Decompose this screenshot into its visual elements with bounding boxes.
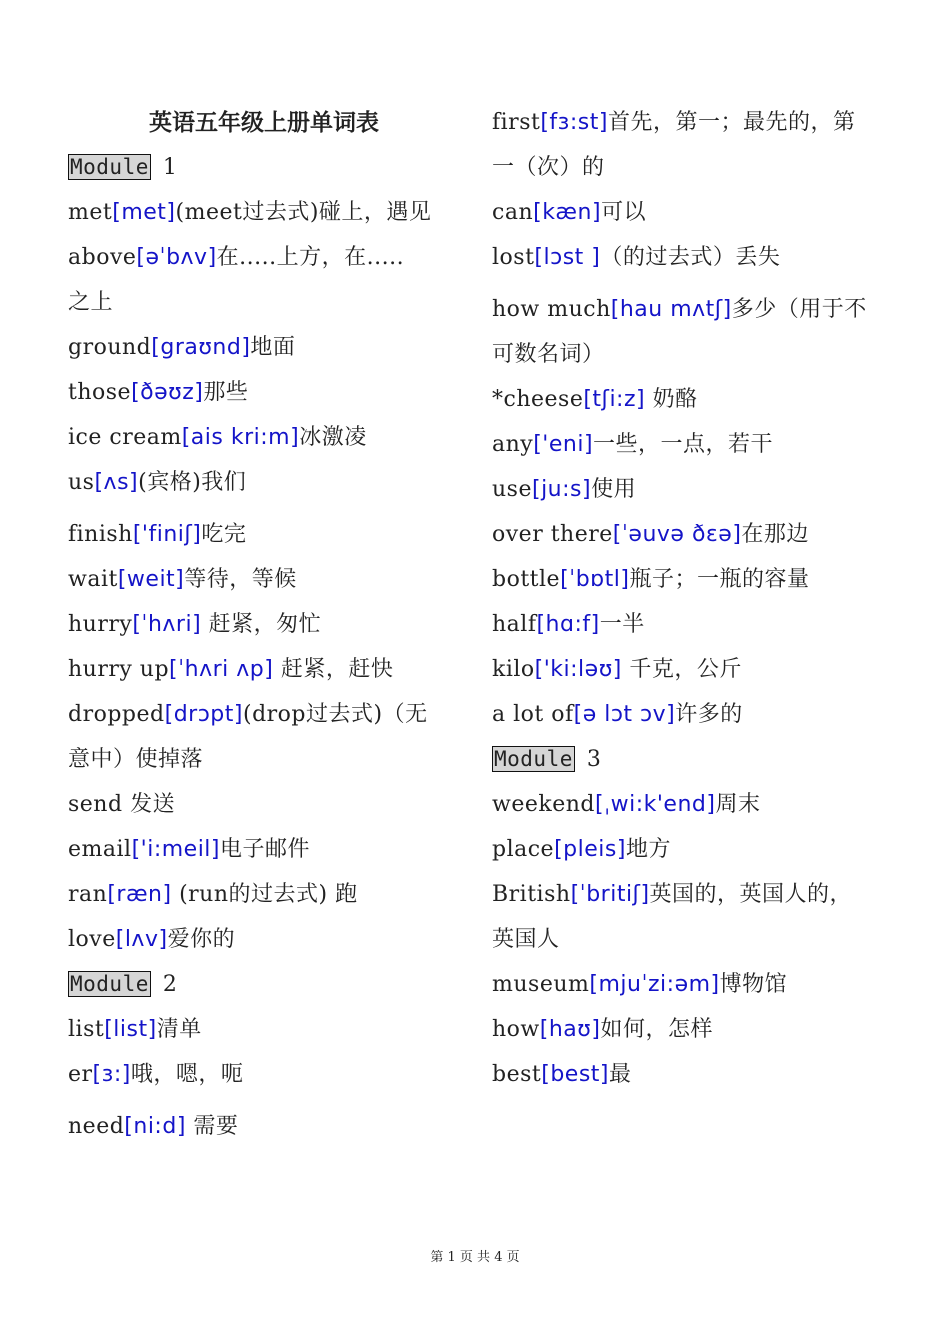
vocab-word: er — [68, 1062, 93, 1087]
vocab-phonetic: [tʃi:z] — [583, 387, 646, 412]
vocab-word: bottle — [492, 567, 561, 592]
module-number: 1 — [162, 155, 178, 180]
vocab-meaning: 可以 — [601, 200, 647, 225]
vocab-word: half — [492, 612, 537, 637]
vocab-word: weekend — [492, 792, 595, 817]
vocab-phonetic: [list] — [104, 1017, 157, 1042]
vocab-word: can — [492, 200, 534, 225]
page-title: 英语五年级上册单词表 — [149, 109, 379, 136]
vocab-word: love — [68, 927, 116, 952]
vocab-meaning: 在.....上方，在..... — [216, 245, 405, 270]
vocab-phonetic: [ə lɔt ɔv] — [573, 702, 676, 727]
vocab-word: finish — [68, 522, 133, 547]
vocab-meaning: (宾格)我们 — [138, 470, 247, 495]
vocab-meaning: 那些 — [203, 380, 249, 405]
vocab-entry — [68, 460, 468, 505]
vocab-phonetic: [ˈbɒtl] — [560, 567, 630, 592]
vocab-word: ice cream — [68, 425, 182, 450]
vocab-phonetic: [ni:d] — [124, 1114, 186, 1139]
vocab-entry — [492, 872, 892, 917]
vocab-entry — [68, 370, 468, 415]
vocab-meaning: 吃完 — [201, 522, 247, 547]
vocab-entry — [68, 557, 468, 602]
entry-continuation: 一（次）的 — [492, 155, 605, 180]
vocab-meaning: 等待，等候 — [184, 567, 297, 592]
vocab-phonetic: [graʊnd] — [151, 335, 251, 360]
vocab-entry — [68, 1052, 468, 1097]
vocab-entry — [492, 422, 892, 467]
vocab-meaning: 需要 — [185, 1114, 239, 1139]
vocab-entry — [492, 377, 892, 422]
vocab-word: hurry — [68, 612, 133, 637]
module-label: Module — [70, 972, 149, 996]
vocab-meaning: 发送 — [130, 792, 176, 817]
vocab-word: send — [68, 792, 131, 817]
module-heading — [68, 962, 468, 1007]
vocab-entry — [68, 235, 468, 280]
vocab-meaning: 在那边 — [741, 522, 809, 547]
vocab-word: us — [68, 470, 95, 495]
vocab-meaning: 博物馆 — [719, 972, 788, 997]
vocab-phonetic: [ais kri:m] — [181, 425, 300, 450]
vocab-phonetic: [kæn] — [533, 200, 602, 225]
vocab-entry — [492, 100, 892, 145]
vocab-meaning: 爱你的 — [167, 927, 236, 952]
vocab-meaning: 地方 — [625, 837, 671, 862]
vocab-word: above — [68, 245, 137, 270]
vocab-entry — [68, 602, 468, 647]
vocab-phonetic: [mjuˈzi:əm] — [589, 972, 720, 997]
vocab-entry — [68, 512, 468, 557]
vocab-word: first — [492, 110, 541, 135]
vocab-phonetic: ['finiʃ] — [132, 522, 202, 547]
vocab-entry — [492, 692, 892, 737]
vocab-phonetic: [hɑ:f] — [536, 612, 600, 637]
vocab-entry — [492, 235, 892, 280]
vocab-phonetic: [met] — [112, 200, 176, 225]
vocab-word: met — [68, 200, 113, 225]
vocab-word: dropped — [68, 702, 165, 727]
vocab-meaning: 赶紧，赶快 — [273, 657, 394, 682]
vocab-phonetic: ['ki:ləʊ] — [534, 657, 622, 682]
module-heading — [492, 737, 892, 782]
vocab-entry — [492, 782, 892, 827]
vocab-word: need — [68, 1114, 125, 1139]
vocab-meaning: 奶酪 — [645, 387, 698, 412]
vocab-word: place — [492, 837, 555, 862]
vocab-phonetic: [ˈbritiʃ] — [570, 882, 650, 907]
vocab-meaning: 一半 — [599, 612, 645, 637]
vocab-meaning: (run的过去式) 跑 — [171, 882, 358, 907]
vocab-word: hurry up — [68, 657, 170, 682]
vocab-word: those — [68, 380, 132, 405]
module-label: Module — [70, 155, 149, 179]
vocab-meaning: 哦，嗯，呃 — [130, 1062, 244, 1087]
vocab-phonetic: [ˌwi:k'end] — [594, 792, 716, 817]
vocab-meaning: 许多的 — [675, 702, 743, 727]
vocab-word: how much — [492, 297, 611, 322]
vocab-entry — [492, 287, 892, 332]
vocab-meaning: 千克，公斤 — [621, 657, 742, 682]
vocab-phonetic: [drɔpt] — [164, 702, 243, 727]
entry-continuation: 之上 — [68, 290, 114, 315]
vocab-meaning: 英国的，英国人的， — [649, 882, 853, 907]
vocab-meaning: 周末 — [715, 792, 761, 817]
vocab-entry — [68, 917, 468, 962]
vocab-phonetic: ['eni] — [533, 432, 594, 457]
vocab-word: museum — [492, 972, 590, 997]
vocab-phonetic: [ˈhʌri] — [132, 612, 202, 637]
vocab-word: ran — [68, 882, 108, 907]
vocab-word: *cheese — [492, 387, 584, 412]
vocab-entry — [492, 1052, 892, 1097]
entry-continuation: 可数名词） — [492, 342, 605, 367]
vocab-meaning: (drop过去式)（无 — [242, 702, 428, 727]
vocab-meaning: 瓶子；一瓶的容量 — [629, 567, 810, 592]
vocab-meaning: 使用 — [591, 477, 637, 502]
vocab-entry — [492, 602, 892, 647]
vocab-entry — [68, 872, 468, 917]
vocab-entry — [68, 827, 468, 872]
vocab-phonetic: [lɔst ] — [534, 245, 601, 270]
vocab-entry — [68, 1007, 468, 1052]
vocab-word: best — [492, 1062, 542, 1087]
vocab-entry — [68, 692, 468, 737]
vocab-entry — [492, 827, 892, 872]
vocab-word: any — [492, 432, 534, 457]
vocab-meaning: 地面 — [250, 335, 296, 360]
right-column — [492, 100, 892, 1097]
vocab-entry — [492, 647, 892, 692]
module-heading — [68, 145, 468, 190]
vocab-entry — [68, 647, 468, 692]
vocab-phonetic: [ðəʊz] — [131, 380, 204, 405]
vocab-entry — [68, 415, 468, 460]
vocab-entry — [492, 1007, 892, 1052]
vocab-word: a lot of — [492, 702, 574, 727]
vocab-phonetic: [ˈəuvə ðɛə] — [612, 522, 742, 547]
vocab-word: how — [492, 1017, 540, 1042]
vocab-phonetic: [ˈhʌri ʌp] — [169, 657, 274, 682]
vocab-meaning: 一些，一点，若干 — [593, 432, 774, 457]
vocab-phonetic: [ræn] — [107, 882, 172, 907]
vocab-entry — [68, 325, 468, 370]
vocab-meaning: 首先，第一；最先的，第 — [607, 110, 856, 135]
vocab-word: wait — [68, 567, 118, 592]
vocab-entry — [68, 1104, 468, 1149]
vocab-word: lost — [492, 245, 535, 270]
vocab-entry — [68, 782, 468, 827]
vocab-phonetic: [haʊ] — [539, 1017, 601, 1042]
vocab-meaning: 最 — [609, 1062, 632, 1087]
module-number: 3 — [586, 747, 602, 772]
vocab-phonetic: [ju:s] — [531, 477, 592, 502]
vocab-meaning: 清单 — [156, 1017, 202, 1042]
vocab-entry — [492, 557, 892, 602]
vocab-word: email — [68, 837, 132, 862]
vocab-phonetic: [fɜ:st] — [540, 110, 608, 135]
vocab-entry — [492, 190, 892, 235]
vocab-phonetic: [ɜ:] — [92, 1062, 131, 1087]
vocab-phonetic: [ʌs] — [94, 470, 139, 495]
vocab-meaning: 多少（用于不 — [731, 297, 867, 322]
vocab-phonetic: [hau mʌtʃ] — [610, 297, 732, 322]
vocab-word: use — [492, 477, 532, 502]
vocab-meaning: 赶紧，匆忙 — [201, 612, 322, 637]
vocab-entry — [68, 190, 468, 235]
vocab-meaning: （的过去式）丢失 — [600, 245, 781, 270]
vocab-word: list — [68, 1017, 105, 1042]
vocab-word: ground — [68, 335, 152, 360]
vocab-meaning: (meet过去式)碰上，遇见 — [175, 200, 432, 225]
module-number: 2 — [162, 972, 178, 997]
vocab-phonetic: [weit] — [117, 567, 185, 592]
page-footer: 第 1 页 共 4 页 — [430, 1250, 520, 1265]
vocab-phonetic: [best] — [541, 1062, 609, 1087]
vocab-entry — [492, 512, 892, 557]
vocab-entry — [492, 962, 892, 1007]
vocab-phonetic: [əˈbʌv] — [136, 245, 217, 270]
left-column — [68, 100, 468, 1149]
vocab-entry — [492, 467, 892, 512]
entry-continuation: 英国人 — [492, 927, 560, 952]
vocab-word: British — [492, 882, 571, 907]
entry-continuation: 意中）使掉落 — [68, 747, 204, 772]
vocab-meaning: 电子邮件 — [220, 837, 311, 862]
vocab-word: over there — [492, 522, 613, 547]
vocab-meaning: 如何，怎样 — [600, 1017, 713, 1042]
module-label: Module — [494, 747, 573, 771]
vocab-phonetic: [lʌv] — [115, 927, 168, 952]
vocab-meaning: 冰激凌 — [299, 425, 367, 450]
vocab-word: kilo — [492, 657, 535, 682]
vocab-phonetic: ['i:meil] — [131, 837, 221, 862]
vocab-phonetic: [pleis] — [554, 837, 626, 862]
